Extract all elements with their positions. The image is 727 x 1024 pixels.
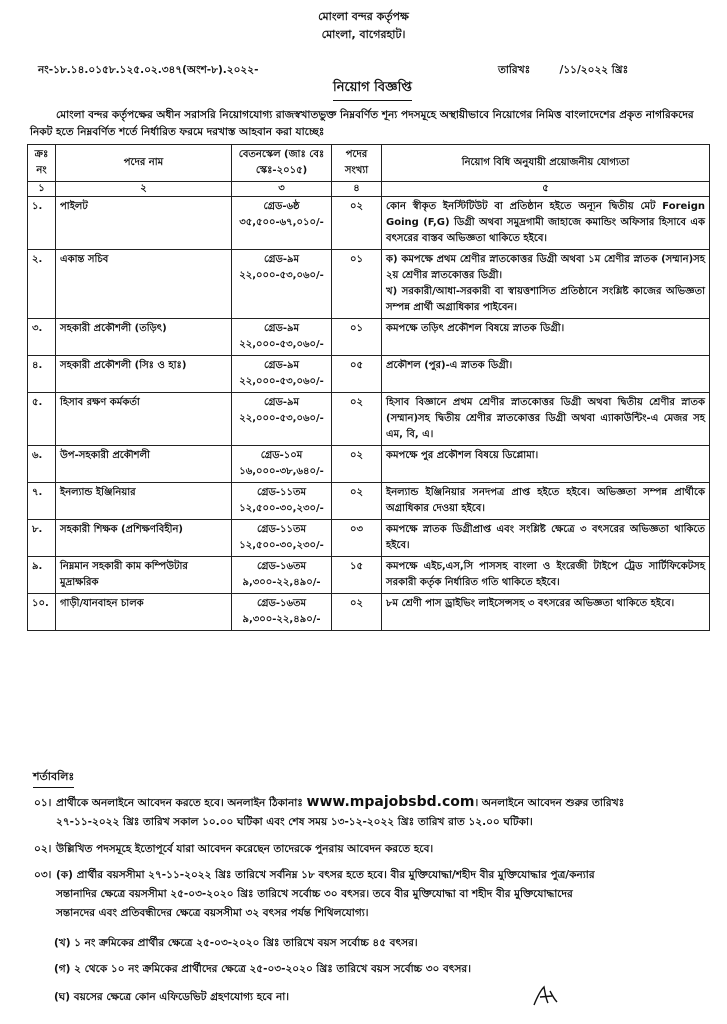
row-count: ০৫ bbox=[332, 356, 382, 393]
row-grade: গ্রেড-৯ম bbox=[263, 360, 300, 371]
row-serial: ৪. bbox=[28, 356, 56, 393]
row-grade: গ্রেড-৯ম bbox=[263, 397, 300, 408]
row-post: সহকারী শিক্ষক (প্রশিক্ষণবিহীন) bbox=[56, 520, 232, 557]
term-3-sub-ga: (গ) ২ থেকে ১০ নং ক্রমিকের প্রার্থীদের ক্ষেত্রে ২৫-০৩-২০২০ খ্রিঃ তারিখে বয়স সর্বোচ্চ ৩০ বৎসর। bbox=[54, 963, 471, 975]
row-count: ০৩ bbox=[332, 520, 382, 557]
column-number: ৪ bbox=[332, 182, 382, 197]
row-grade: গ্রেড-১১তম bbox=[256, 524, 307, 535]
row-pay: ১২,৫০০-৩০,২৩০/- bbox=[239, 540, 324, 551]
row-pay: ২২,০০০-৫৩,০৬০/- bbox=[239, 339, 324, 350]
term-text: সন্তানাদির ক্ষেত্রে বয়সসীমা ২৫-০৩-২০২০ খ্রিঃ তারিখে সর্বোচ্চ ৩০ বৎসর। তবে বীর মুক্তিযোদ্ধা বা শহীদ বীর মুক্তিযোদ্ধাদের bbox=[56, 888, 573, 900]
row-post: গাড়ী/যানবাহন চালক bbox=[56, 594, 232, 631]
term-3-sub-gha: (ঘ) বয়সের ক্ষেত্রে কোন এফিডেভিট গ্রহণযোগ্য হবে না। bbox=[54, 991, 290, 1003]
row-count: ০২ bbox=[332, 393, 382, 446]
row-pay: ২২,০০০-৫৩,০৬০/- bbox=[239, 413, 324, 424]
application-url-link[interactable]: www.mpajobsbd.com bbox=[306, 794, 475, 810]
row-serial: ৫. bbox=[28, 393, 56, 446]
table-row bbox=[28, 483, 710, 520]
column-number: ৩ bbox=[232, 182, 332, 197]
term-text: ২৭-১১-২০২২ খ্রিঃ তারিখ সকাল ১০.০০ ঘটিকা এবং শেষ সময় ১৩-১২-২০২২ খ্রিঃ তারিখ রাত ১২.০০ ঘটিকা। bbox=[56, 816, 533, 828]
row-serial: ৯. bbox=[28, 557, 56, 594]
table-row bbox=[28, 319, 710, 356]
row-qualification: কোন স্বীকৃত ইনস্টিটিউট বা প্রতিষ্ঠান হইতে অন্যূন দ্বিতীয় মেট Foreign Going (F,G) ডিগ্রী অথবা সমুদ্রগামী জাহাজে কমান্ডিং অফিসার হিসাবে এক বৎসরের বাস্তব অভিজ্ঞতা থাকিতে হইবে। bbox=[382, 197, 710, 250]
row-qualification: হিসাব বিজ্ঞানে প্রথম শ্রেণীর স্নাতকোত্তর ডিগ্রী অথবা দ্বিতীয় শ্রেণীর স্নাতক (সম্মান)সহ দ্বিতীয় শ্রেণীর স্নাতকোত্তর ডিগ্রী অথবা এ্যাকাউন্টিং-এ মেজর সহ এম, বি, এ। bbox=[382, 393, 710, 446]
row-scale bbox=[232, 594, 332, 631]
row-post: পাইলট bbox=[56, 197, 232, 250]
term-2 bbox=[34, 840, 714, 859]
qualification-item: খ) সরকারী/আধা-সরকারী বা স্বায়ত্তশাসিত প্রতিষ্ঠানে সংশ্লিষ্ট কাজের অভিজ্ঞতা সম্পন্ন প্রার্থী অগ্রাধিকার পাইবেন। bbox=[386, 286, 705, 313]
table-row bbox=[28, 594, 710, 631]
row-scale bbox=[232, 250, 332, 319]
term-text: প্রার্থীকে অনলাইনে আবেদন করতে হবে। অনলাইন ঠিকানাঃ bbox=[56, 797, 303, 809]
row-serial: ৮. bbox=[28, 520, 56, 557]
row-scale bbox=[232, 446, 332, 483]
row-post: নিম্নমান সহকারী কাম কম্পিউটার মুদ্রাক্ষরিক bbox=[56, 557, 232, 594]
row-grade: গ্রেড-৬ষ্ঠ bbox=[263, 201, 300, 212]
column-number: ১ bbox=[28, 182, 56, 197]
row-scale bbox=[232, 197, 332, 250]
term-number: ০৩। bbox=[34, 869, 52, 881]
row-count: ০২ bbox=[332, 197, 382, 250]
row-grade: গ্রেড-৯ম bbox=[263, 323, 300, 334]
row-qualification: ৮ম শ্রেণী পাস ড্রাইভিং লাইসেন্সসহ ৩ বৎসরের অভিজ্ঞতা থাকিতে হইবে। bbox=[382, 594, 710, 631]
row-qualification: কমপক্ষে স্নাতক ডিগ্রীপ্রাপ্ত এবং সংশ্লিষ্ট ক্ষেত্রে ৩ বৎসরের অভিজ্ঞতা থাকিতে হইবে। bbox=[382, 520, 710, 557]
row-pay: ৯,৩০০-২২,৪৯০/- bbox=[242, 577, 321, 588]
row-qualification: কমপক্ষে এইচ,এস,সি পাসসহ বাংলা ও ইংরেজী টাইপে ট্রেড সার্টিফিকেটসহ সরকারী কর্তৃক নির্ধারিত গতি থাকিতে হইবে। bbox=[382, 557, 710, 594]
row-qualification: ইনল্যান্ড ইঞ্জিনিয়ার সনদপত্র প্রাপ্ত হইতে হইবে। অভিজ্ঞতা সম্পন্ন প্রার্থীকে অগ্রাধিকার দেওয়া হইবে। bbox=[382, 483, 710, 520]
row-qualification: প্রকৌশল (পুর)-এ স্নাতক ডিগ্রী। bbox=[382, 356, 710, 393]
row-count: ০২ bbox=[332, 483, 382, 520]
row-count: ০২ bbox=[332, 446, 382, 483]
table-row bbox=[28, 520, 710, 557]
row-scale bbox=[232, 483, 332, 520]
row-pay: ১৬,০০০-৩৮,৬৪০/- bbox=[239, 466, 324, 477]
term-3-sub-kha: (খ) ১ নং ক্রমিকের প্রার্থীর ক্ষেত্রে ২৫-০৩-২০২০ খ্রিঃ তারিখে বয়স সর্বোচ্চ ৪৫ বৎসর। bbox=[54, 937, 418, 949]
row-pay: ৯,৩০০-২২,৪৯০/- bbox=[242, 614, 321, 625]
term-text: (ক) প্রার্থীর বয়সসীমা ২৭-১১-২০২২ খ্রিঃ তারিখে সর্বনিম্ন ১৮ বৎসর হতে হবে। বীর মুক্তিযোদ্ধা/শহীদ বীর মুক্তিযোদ্ধার পুত্র/কন্যার bbox=[56, 869, 595, 881]
row-count: ০২ bbox=[332, 594, 382, 631]
row-post: সহকারী প্রকৌশলী (তড়িৎ) bbox=[56, 319, 232, 356]
qualification-item: ক) কমপক্ষে প্রথম শ্রেণীর স্নাতকোত্তর ডিগ্রী অথবা ১ম শ্রেণীর স্নাতক (সম্মান)সহ ২য় শ্রেণীর স্নাতকোত্তর ডিগ্রী। bbox=[386, 254, 705, 281]
row-post: উপ-সহকারী প্রকৌশলী bbox=[56, 446, 232, 483]
row-grade: গ্রেড-৯ম bbox=[263, 254, 300, 265]
vacancy-table bbox=[27, 144, 710, 631]
term-3 bbox=[34, 866, 714, 923]
date-line bbox=[498, 63, 628, 80]
row-scale bbox=[232, 393, 332, 446]
row-post: সহকারী প্রকৌশলী (সিঃ ও হাঃ) bbox=[56, 356, 232, 393]
row-count: ০১ bbox=[332, 250, 382, 319]
signature-mark bbox=[530, 985, 560, 1007]
row-grade: গ্রেড-১১তম bbox=[256, 487, 307, 498]
row-qualification: কমপক্ষে পুর প্রকৌশল বিষয়ে ডিপ্লোমা। bbox=[382, 446, 710, 483]
row-qualification bbox=[382, 250, 710, 319]
intro-paragraph: মোংলা বন্দর কর্তৃপক্ষের অধীন সরাসরি নিয়োগযোগ্য রাজস্বখাতভুক্ত নিম্নবর্ণিত শূন্য পদসমূহে অস্থায়ীভাবে নিয়োগের নিমিত্ত বাংলাদেশের প্রকৃত নাগরিকদের নিকট হতে নিম্নবর্ণিত শর্তে নির্ধারিত ফরমে দরখাস্ত আহবান করা যাচ্ছেঃ bbox=[30, 109, 694, 138]
header-serial: ক্রঃ নং bbox=[28, 145, 56, 182]
column-number-row bbox=[28, 182, 710, 197]
row-serial: ৬. bbox=[28, 446, 56, 483]
table-row bbox=[28, 446, 710, 483]
row-scale bbox=[232, 520, 332, 557]
table-row bbox=[28, 393, 710, 446]
term-number: ০২। bbox=[34, 843, 52, 855]
row-qualification: কমপক্ষে তড়িৎ প্রকৌশল বিষয়ে স্নাতক ডিগ্রী। bbox=[382, 319, 710, 356]
organization-location: মোংলা, বাগেরহাট। bbox=[321, 28, 406, 41]
row-serial: ২. bbox=[28, 250, 56, 319]
row-grade: গ্রেড-১৬তম bbox=[256, 561, 307, 572]
table-header-row bbox=[28, 145, 710, 182]
row-post: একান্ত সচিব bbox=[56, 250, 232, 319]
row-grade: গ্রেড-১০ম bbox=[260, 450, 303, 461]
row-count: ১৫ bbox=[332, 557, 382, 594]
organization-name: মোংলা বন্দর কর্তৃপক্ষ bbox=[318, 10, 409, 23]
header-post: পদের নাম bbox=[56, 145, 232, 182]
row-count: ০১ bbox=[332, 319, 382, 356]
row-pay: ১২,৫০০-৩০,২৩০/- bbox=[239, 503, 324, 514]
row-pay: ২২,০০০-৫৩,০৬০/- bbox=[239, 376, 324, 387]
row-serial: ১০. bbox=[28, 594, 56, 631]
row-scale bbox=[232, 356, 332, 393]
row-pay: ২২,০০০-৫৩,০৬০/- bbox=[239, 270, 324, 281]
row-serial: ৭. bbox=[28, 483, 56, 520]
header-scale: বেতনস্কেল (জাঃ বেঃ স্কেঃ-২০১৫) bbox=[232, 145, 332, 182]
table-row bbox=[28, 557, 710, 594]
term-text: উল্লিখিত পদসমূহে ইতোপূর্বে যারা আবেদন করেছেন তাদেরকে পুনরায় আবেদন করতে হবে। bbox=[56, 843, 434, 855]
memo-number: নং-১৮.১৪.০১৫৮.১২৫.০২.৩৪৭(অংশ-৮).২০২২- bbox=[38, 64, 259, 76]
table-row bbox=[28, 356, 710, 393]
row-post: হিসাব রক্ষণ কর্মকর্তা bbox=[56, 393, 232, 446]
term-text: সন্তানদের এবং প্রতিবন্ধীদের ক্ষেত্রে বয়সসীমা ৩২ বৎসর পর্যন্ত শিথিলযোগ্য। bbox=[56, 907, 369, 919]
row-serial: ৩. bbox=[28, 319, 56, 356]
header-count: পদের সংখ্যা bbox=[332, 145, 382, 182]
row-scale bbox=[232, 557, 332, 594]
date-label: তারিখঃ bbox=[498, 64, 531, 76]
terms-title: শর্তাবলিঃ bbox=[33, 768, 74, 788]
column-number: ৫ bbox=[382, 182, 710, 197]
date-value: /১১/২০২২ খ্রিঃ bbox=[559, 64, 629, 76]
row-grade: গ্রেড-১৬তম bbox=[256, 598, 307, 609]
table-row bbox=[28, 250, 710, 319]
row-post: ইনল্যান্ড ইঞ্জিনিয়ার bbox=[56, 483, 232, 520]
term-number: ০১। bbox=[34, 797, 52, 809]
table-row bbox=[28, 197, 710, 250]
notice-title: নিয়োগ বিজ্ঞপ্তি bbox=[333, 78, 412, 101]
row-pay: ৩৫,৫০০-৬৭,০১০/- bbox=[239, 217, 324, 228]
term-1 bbox=[34, 793, 714, 832]
term-text: । অনলাইনে আবেদন শুরুর তারিখঃ bbox=[474, 797, 625, 809]
row-scale bbox=[232, 319, 332, 356]
column-number: ২ bbox=[56, 182, 232, 197]
row-serial: ১. bbox=[28, 197, 56, 250]
header-qualification: নিয়োগ বিধি অনুযায়ী প্রয়োজনীয় যোগ্যতা bbox=[382, 145, 710, 182]
